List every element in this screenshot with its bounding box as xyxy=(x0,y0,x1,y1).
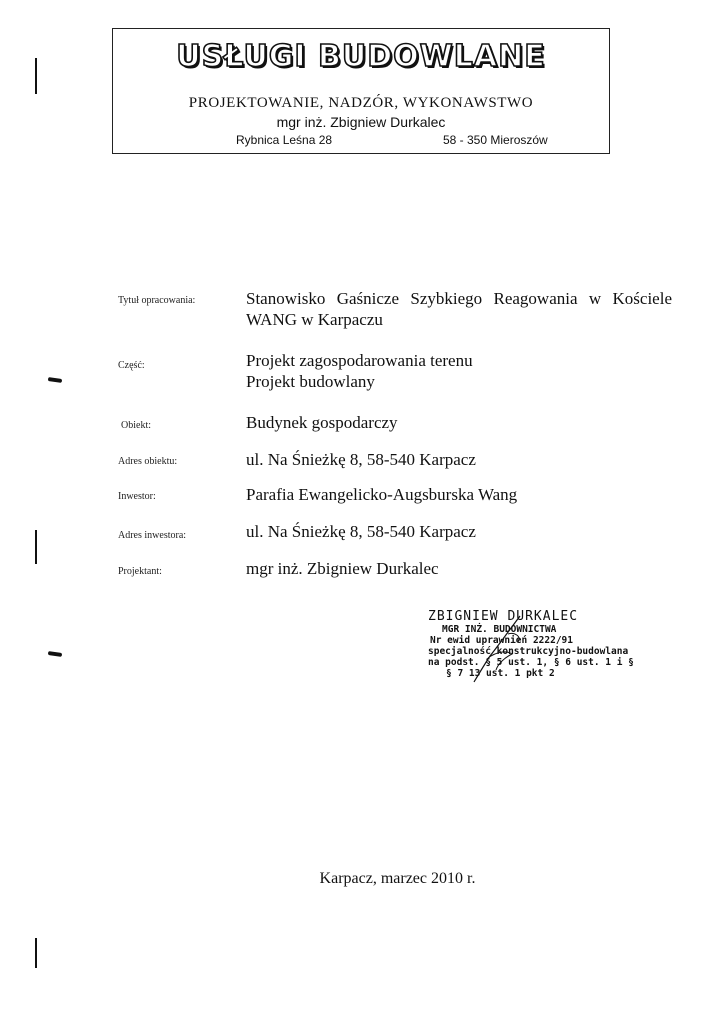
investor-address-label: Adres inwestora: xyxy=(118,530,187,541)
object-address-value: ul. Na Śnieżkę 8, 58-540 Karpacz xyxy=(246,450,476,469)
scan-mark xyxy=(48,377,62,383)
investor-value: Parafia Ewangelicko-Augsburska Wang xyxy=(246,485,518,504)
object-address-label: Adres obiektu: xyxy=(118,456,178,467)
title-line-1: Stanowisko Gaśnicze Szybkiego Reagowania w Kościele xyxy=(246,289,672,308)
title-line-2: WANG w Karpaczu xyxy=(246,310,383,329)
designer-label: Projektant: xyxy=(118,566,162,577)
scan-mark xyxy=(35,530,37,564)
stamp-license: Nr ewid uprawnień 2222/91 xyxy=(430,635,573,646)
object-value: Budynek gospodarczy xyxy=(246,413,398,432)
investor-address-value: ul. Na Śnieżkę 8, 58-540 Karpacz xyxy=(246,522,476,541)
stamp-degree: MGR INŻ. BUDOWNICTWA xyxy=(442,624,557,635)
part-line-2: Projekt budowlany xyxy=(246,372,375,391)
stamp-basis: na podst. § 5 ust. 1, § 6 ust. 1 i § xyxy=(428,657,634,668)
title-value xyxy=(246,288,672,330)
scan-mark xyxy=(48,651,62,657)
letterhead-box xyxy=(112,28,610,154)
part-value xyxy=(246,350,672,392)
place-and-date: Karpacz, marzec 2010 r. xyxy=(319,870,476,887)
scan-mark xyxy=(35,938,37,968)
title-label: Tytuł opracowania: xyxy=(118,295,196,306)
address-city: 58 - 350 Mieroszów xyxy=(443,133,548,147)
handwritten-signature xyxy=(468,612,538,690)
address-street: Rybnica Leśna 28 xyxy=(236,133,333,147)
stamp-specialty: specjalność konstrukcyjno-budowlana xyxy=(428,646,629,657)
services-line: PROJEKTOWANIE, NADZÓR, WYKONAWSTWO xyxy=(188,95,534,111)
owner-line: mgr inż. Zbigniew Durkalec xyxy=(276,114,446,130)
investor-label: Inwestor: xyxy=(118,491,156,502)
scan-mark xyxy=(35,58,37,94)
stamp-name: ZBIGNIEW DURKALEC xyxy=(428,609,579,624)
company-logo: USŁUGI BUDOWLANE xyxy=(176,39,546,74)
part-label: Część: xyxy=(118,360,145,371)
object-label: Obiekt: xyxy=(121,420,151,431)
designer-value: mgr inż. Zbigniew Durkalec xyxy=(246,559,439,578)
part-line-1: Projekt zagospodarowania terenu xyxy=(246,351,473,370)
stamp-basis-cont: § 7 13 ust. 1 pkt 2 xyxy=(446,668,555,679)
